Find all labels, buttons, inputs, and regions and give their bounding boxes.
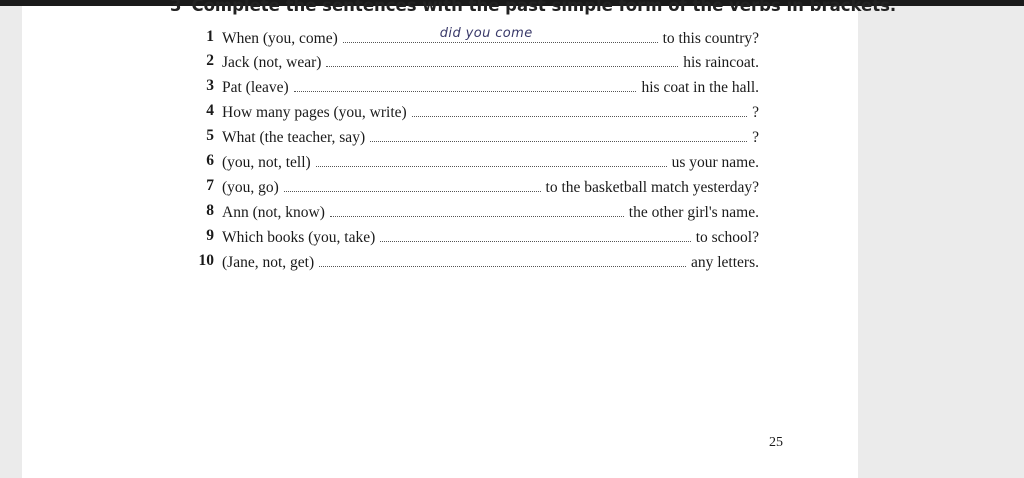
- item-ending: his coat in the hall.: [641, 79, 759, 96]
- handwritten-answer: did you come: [439, 26, 533, 41]
- item-prompt: Jack (not, wear): [222, 54, 322, 71]
- sentence-item: [192, 152, 759, 174]
- answer-blank[interactable]: [294, 77, 637, 92]
- exercise-number: 3: [170, 0, 182, 15]
- item-prompt: What (the teacher, say): [222, 129, 366, 146]
- item-ending: his raincoat.: [683, 54, 759, 71]
- sentence-item: [192, 227, 759, 249]
- answer-blank[interactable]: [370, 127, 747, 142]
- item-number: 9: [206, 227, 214, 244]
- item-ending: to this country?: [662, 30, 759, 47]
- item-prompt: Ann (not, know): [222, 204, 325, 221]
- item-number: 3: [206, 77, 214, 94]
- answer-blank[interactable]: [412, 102, 747, 117]
- sentence-list: [22, 6, 858, 478]
- item-number: 1: [206, 28, 214, 45]
- item-number: 7: [206, 177, 214, 194]
- item-prompt: When (you, come): [222, 30, 338, 47]
- item-ending: any letters.: [690, 254, 759, 271]
- item-ending: ?: [752, 129, 759, 146]
- item-prompt: How many pages (you, write): [222, 104, 407, 121]
- sentence-item: [192, 252, 759, 274]
- item-number: 4: [206, 102, 214, 119]
- sentence-item: [192, 202, 759, 224]
- answer-blank[interactable]: [284, 177, 541, 192]
- item-number: 5: [206, 127, 214, 144]
- item-number: 10: [198, 252, 214, 269]
- answer-blank[interactable]: [343, 28, 658, 43]
- item-ending: ?: [752, 104, 759, 121]
- item-number: 2: [206, 52, 214, 69]
- answer-blank[interactable]: [380, 227, 690, 242]
- sentence-item: [192, 102, 759, 124]
- item-prompt: Which books (you, take): [222, 229, 376, 246]
- sentence-item: [192, 52, 759, 74]
- item-prompt: Pat (leave): [222, 79, 289, 96]
- sentence-item: [192, 77, 759, 99]
- item-ending: to the basketball match yesterday?: [545, 179, 759, 196]
- sentence-item: [192, 127, 759, 149]
- item-number: 6: [206, 152, 214, 169]
- item-prompt: (Jane, not, get): [222, 254, 315, 271]
- answer-blank[interactable]: [330, 202, 624, 217]
- item-ending: us your name.: [671, 154, 759, 171]
- page-number: 25: [769, 435, 783, 450]
- item-ending: the other girl's name.: [628, 204, 759, 221]
- item-prompt: (you, not, tell): [222, 154, 311, 171]
- item-prompt: (you, go): [222, 179, 279, 196]
- sentence-item: [192, 177, 759, 199]
- sentence-item: [192, 28, 759, 50]
- answer-blank[interactable]: [326, 52, 678, 67]
- item-ending: to school?: [695, 229, 759, 246]
- worksheet-page: [22, 0, 897, 478]
- answer-blank[interactable]: [319, 252, 686, 267]
- exercise-instruction: Complete the sentences with the past simple form of the verbs in brackets.: [191, 0, 897, 15]
- answer-blank[interactable]: [316, 152, 667, 167]
- item-number: 8: [206, 202, 214, 219]
